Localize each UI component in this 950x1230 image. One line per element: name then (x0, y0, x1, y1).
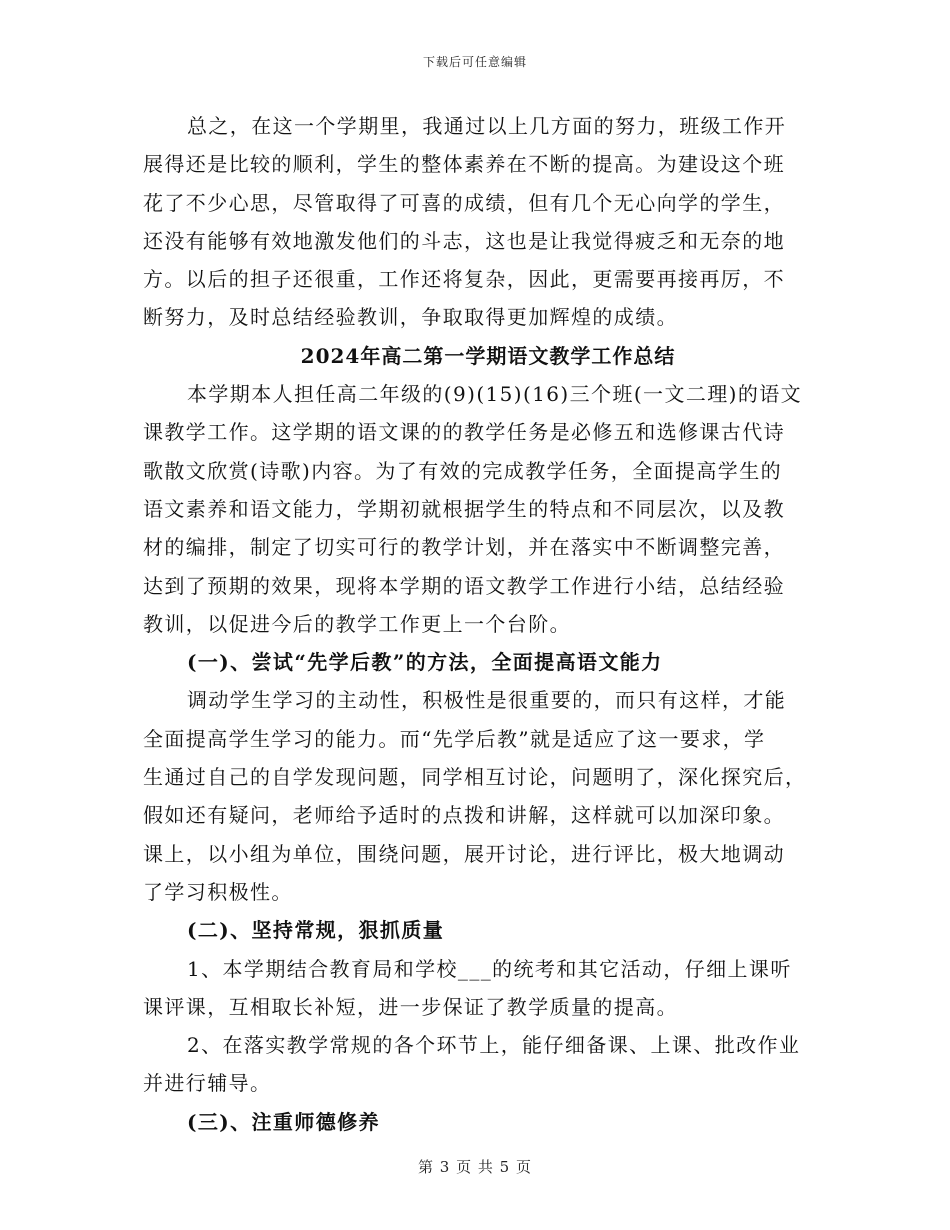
paragraph-line: 了学习积极性。 (143, 879, 293, 904)
paragraph-line: 并进行辅导。 (143, 1071, 272, 1096)
page-number: 第 3 页 共 5 页 (418, 1158, 532, 1176)
paragraph-line: 断努力，及时总结经验教训，争取取得更加辉煌的成绩。 (143, 305, 678, 330)
section-heading-2: (二)、坚持常规，狠抓质量 (187, 918, 445, 943)
paragraph-line: 1、本学期结合教育局和学校___的统考和其它活动，仔细上课听 (187, 956, 792, 981)
paragraph-line: 教训，以促进今后的教学工作更上一个台阶。 (143, 611, 571, 636)
paragraph-line: 还没有能够有效地激发他们的斗志，这也是让我觉得疲乏和无奈的地 (143, 228, 785, 253)
paragraph-line: 材的编排，制定了切实可行的教学计划，并在落实中不断调整完善， (143, 535, 785, 560)
paragraph-line: 歌散文欣赏(诗歌)内容。为了有效的完成教学任务，全面提高学生的 (143, 458, 783, 483)
header-note: 下载后可任意编辑 (422, 55, 527, 69)
paragraph-line: 生通过自己的自学发现问题，同学相互讨论，问题明了，深化探究后， (143, 765, 807, 790)
section-heading-3: (三)、注重师德修养 (187, 1109, 380, 1134)
document-title: 2024年高二第一学期语文教学工作总结 (300, 343, 676, 368)
paragraph-line: 调动学生学习的主动性，积极性是很重要的，而只有这样，才能 (187, 688, 787, 713)
paragraph-line: 方。以后的担子还很重，工作还将复杂，因此，更需要再接再厉，不 (143, 267, 785, 292)
paragraph-line: 总之，在这一个学期里，我通过以上几方面的努力，班级工作开 (187, 114, 787, 138)
paragraph-line: 花了不少心思，尽管取得了可喜的成绩，但有几个无心向学的学生， (143, 190, 785, 215)
paragraph-line: 课教学工作。这学期的语文课的的教学任务是必修五和选修课古代诗 (143, 420, 785, 445)
document-body (143, 107, 813, 1141)
paragraph-line: 全面提高学生学习的能力。而“先学后教”就是适应了这一要求，学 (143, 726, 766, 751)
paragraph-line: 本学期本人担任高二年级的(9)(15)(16)三个班(一文二理)的语文 (187, 382, 803, 407)
paragraph-line: 展得还是比较的顺利，学生的整体素养在不断的提高。为建设这个班 (143, 152, 785, 177)
paragraph-line: 2、在落实教学常规的各个环节上，能仔细备课、上课、批改作业 (187, 1033, 801, 1058)
paragraph-line: 达到了预期的效果，现将本学期的语文教学工作进行小结，总结经验 (143, 573, 785, 598)
paragraph-line: 课上，以小组为单位，围绕问题，展开讨论，进行评比，极大地调动 (143, 841, 785, 866)
paragraph-line: 课评课，互相取长补短，进一步保证了教学质量的提高。 (143, 994, 678, 1019)
paragraph-line: 假如还有疑问，老师给予适时的点拨和讲解，这样就可以加深印象。 (143, 803, 785, 828)
paragraph-line: 语文素养和语文能力，学期初就根据学生的特点和不同层次，以及教 (143, 496, 785, 521)
section-heading-1: (一)、尝试“先学后教”的方法，全面提高语文能力 (187, 650, 663, 675)
